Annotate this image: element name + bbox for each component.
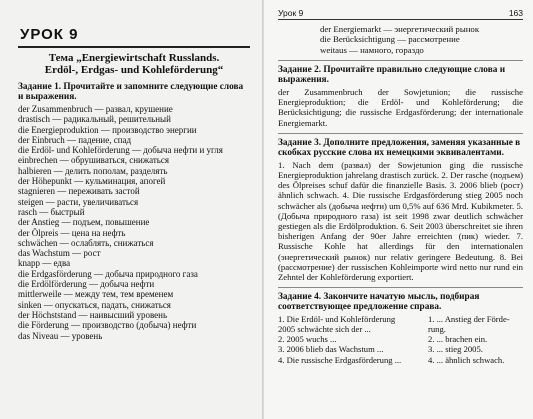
vocab-item: sinken — опускаться, падать, снижаться	[18, 299, 171, 310]
list-item	[278, 344, 523, 354]
task3-heading: Задание 3. Дополните предложения, заменяя указанные в скобках русские слова их немецкими эквивалентами.	[278, 137, 521, 158]
vocab-item: das Niveau — уровень	[18, 330, 103, 341]
vocab-item: der Zusammenbruch — развал, крушение	[18, 104, 173, 114]
vocab-item: die Erdgasförderung — добыча природного газа	[18, 268, 198, 279]
vocab-item: stagnieren — переживать застой	[18, 186, 140, 197]
vocab-item: der Energiemarkt — энергетический рынок	[320, 24, 480, 34]
list-item	[278, 324, 523, 334]
vocab-list	[18, 104, 250, 341]
page-number: 163	[508, 8, 523, 18]
list-item	[278, 355, 523, 365]
right-page	[264, 0, 533, 419]
task3-text: 1. Nach dem (развал) der Sowjetunion ging die russische Energieproduktion jahrelang drastisch zurück. 2. Der rasche (подъем) des Ölpreises schuf dafür die finanzielle Basis. 3. 2006 blieb (рост) ähnlich schwach. 4. Die russische Erdgasförderung stieg 2005 noch schwächer als (добыча нефти) um 0,5% auf 636 Mrd. Kubikmeter. 5. (Добыча природного газа) ist seit 1998 zwar deutlich schwächer gestiegen als die Erdölproduktion. 6. Seit 2003 überschreitet sie ihren bisherigen Anfang der 90er Jahre erreichten (пик) wieder. 7. Russische Kohle hat allerdings für den internationalen (энергетический рынок) nur relativ geringere Bedeutung. 8. Bei (рассмотрение) der russischen Kohleimporte wird netto nur rund ein Zehntel der Kohleförderung exportiert.	[278, 159, 523, 282]
separator	[278, 287, 523, 288]
vocab-item: schwächen — ослаблять, снижаться	[18, 237, 154, 248]
sentence-start: 1. Die Erdöl- und Kohleförderung	[278, 314, 396, 325]
list-item	[278, 314, 523, 324]
sentence-start: 3. 2006 blieb das Wachstum ...	[278, 344, 384, 355]
running-header	[278, 8, 523, 20]
sentence-end: 4. ... ähnlich schwach.	[428, 354, 505, 365]
task2-text: der Zusammenbruch der Sowjetunion; die russische Energieproduktion; die Erdöl- und Kohleförderung; die Berücksichtigung; die russische Erdgasförderung; der internationale Energiemarkt.	[278, 86, 523, 128]
vocab-item: das Wachstum — рост	[18, 248, 101, 259]
sentence-end: 1. ... Anstieg der Förde-	[428, 314, 510, 325]
topic-line-2: Erdöl-, Erdgas- und Kohleförderung“	[44, 64, 224, 76]
left-page	[0, 0, 264, 419]
running-header-lesson: Урок 9	[278, 8, 304, 18]
vocab-item: der Höhepunkt — кульминация, апогей	[18, 176, 166, 187]
sentence-start: 2. 2005 wuchs ...	[278, 334, 337, 345]
vocab-item: knapp — едва	[18, 258, 71, 269]
sentence-match-list	[278, 314, 523, 364]
task1-heading: Задание 1. Прочитайте и запомните следующие слова и выражения.	[18, 82, 244, 102]
vocab-item: die Förderung — производство (добыча) нефти	[18, 320, 197, 331]
sentence-end: rung.	[428, 324, 446, 335]
vocab-item: die Energieproduktion — производство энергии	[18, 124, 197, 135]
separator	[278, 133, 523, 134]
vocab-item: steigen — расти, увеличиваться	[18, 196, 139, 207]
vocab-item: rasch — быстрый	[18, 206, 85, 217]
vocab-item: der Anstieg — подъем, повышение	[18, 217, 150, 228]
task4-heading: Задание 4. Закончите начатую мысль, подбирая соответствующее предложение справа.	[278, 292, 480, 313]
list-item	[278, 334, 523, 344]
vocab-item: der Einbruch — падение, спад	[18, 134, 132, 145]
sentence-start: 4. Die russische Erdgasförderung ...	[278, 354, 402, 365]
vocab-item: halbieren — делить пополам, разделять	[18, 165, 168, 176]
vocab-continuation	[278, 24, 523, 55]
vocab-item: die Berücksichtigung — рассмотрение	[320, 34, 460, 45]
vocab-item: einbrechen — обрушиваться, снижаться	[18, 155, 170, 166]
topic-title	[18, 52, 250, 76]
title-rule	[18, 46, 250, 48]
vocab-item: die Erdöl- und Kohleförderung — добыча нефти и угля	[18, 145, 223, 156]
vocab-item: die Erdölförderung — добыча нефти	[18, 279, 155, 290]
vocab-item: weitaus — намного, гораздо	[320, 44, 424, 55]
vocab-item: der Höchststand — наивысший уровень	[18, 309, 168, 320]
sentence-end: 3. ... stieg 2005.	[428, 344, 483, 355]
sentence-start: 2005 schwächte sich der ...	[278, 324, 371, 335]
sentence-end: 2. ... brachen ein.	[428, 334, 488, 345]
topic-line-1: Тема „Energiewirtschaft Russlands.	[48, 52, 220, 64]
lesson-title: УРОК 9	[20, 26, 79, 43]
vocab-item: drastisch — радикальный, решительный	[18, 114, 171, 125]
vocab-item: mittlerweile — между тем, тем временем	[18, 289, 174, 300]
task2-heading: Задание 2. Прочитайте правильно следующие слова и выражения.	[278, 64, 506, 85]
vocab-item: der Ölpreis — цена на нефть	[18, 227, 126, 238]
separator	[278, 60, 523, 61]
